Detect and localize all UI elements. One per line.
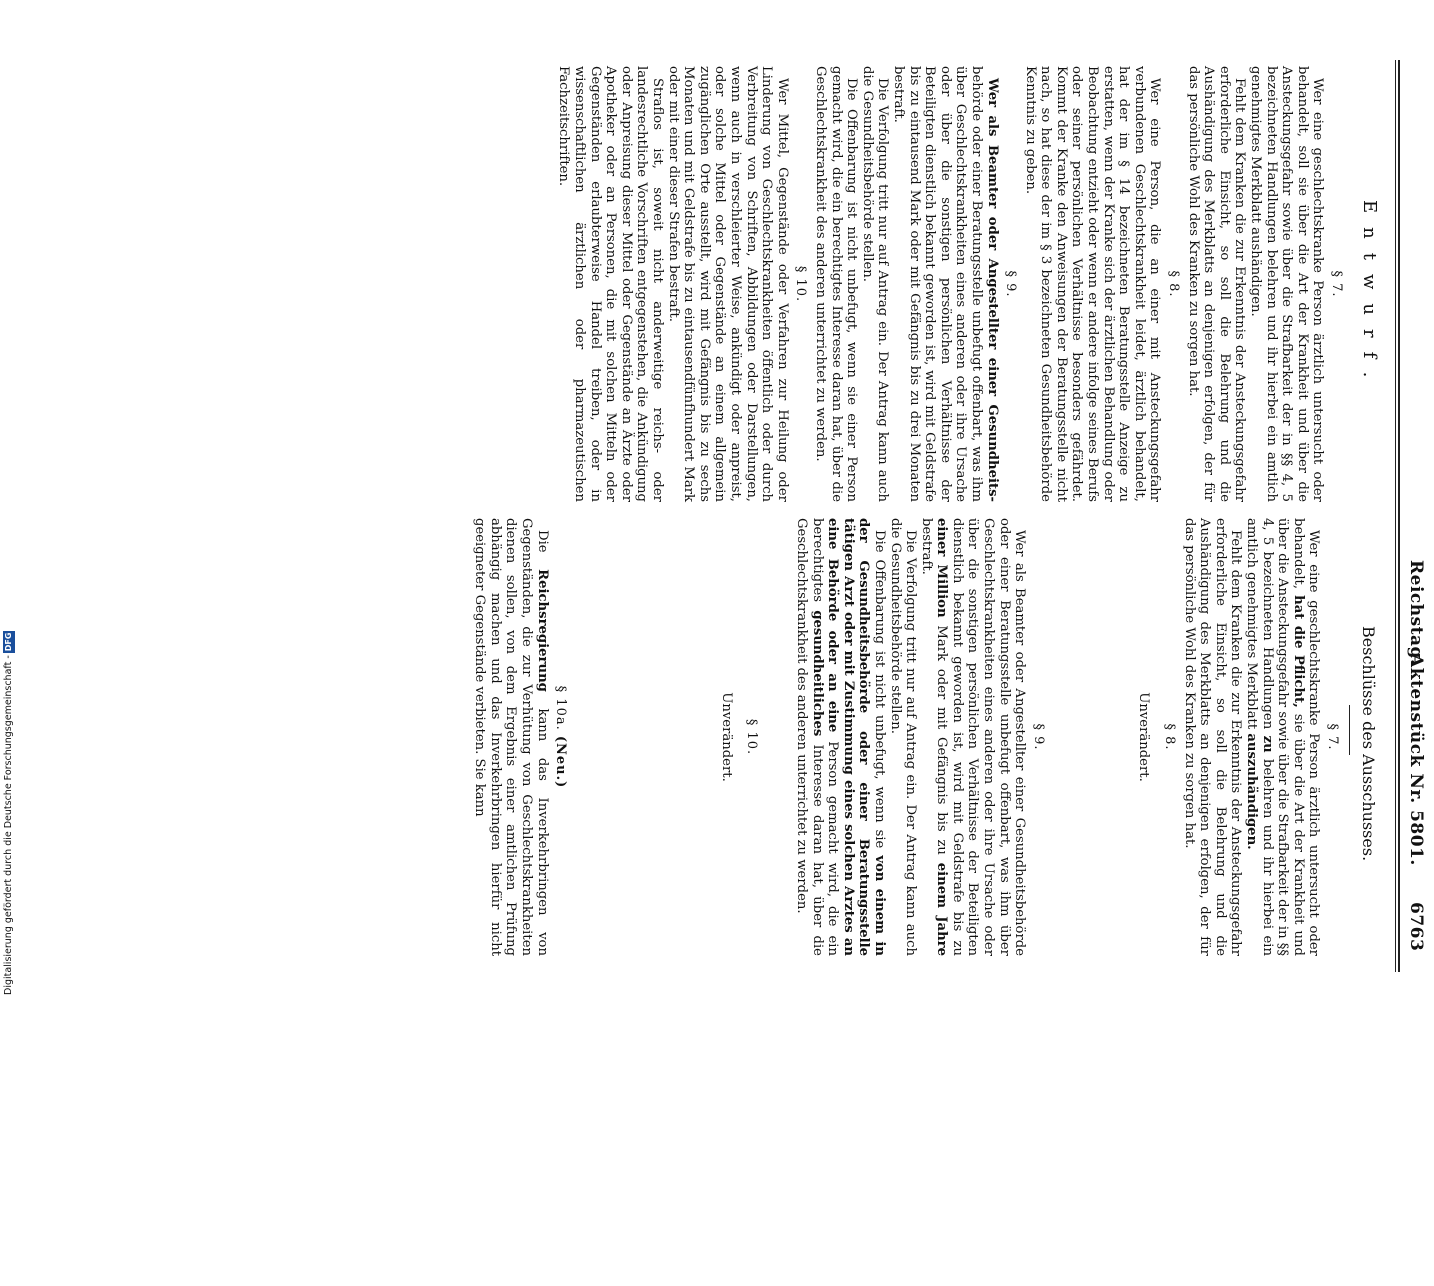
page-number: 6763 xyxy=(1406,902,1426,952)
left-s9-p1-rest: behörde oder einer Beratungsstelle unbefugt offenbart, was ihm über Geschlechtskrankheiten eines anderen oder ihre Ursache oder über die sonstigen persönlichen Verhältnisse der Beteiligten dienstlich bekannt geworden ist, wird mit Geldstrafe bis zu eintausend Mark oder mit Gefängnis bis zu drei Monaten bestraft. xyxy=(890,66,984,502)
right-s7-p1-b: sie über die Art der Krankheit und über die Ansteckungsgefahr sowie über die Strafbarkeit der in §§ 4, 5 bezeichneten Handlungen xyxy=(1259,518,1306,956)
right-s9-p1-b: Mark oder mit Gefängnis bis zu xyxy=(934,625,950,855)
right-s9-p3-bold: von einem in der Gesundheitsbehörde oder einer Beratungsstelle tätigen Arzt oder mit Zustimmung eines solchen Arztes an eine Behörde oder an eine xyxy=(825,518,887,956)
left-s9-heading: § 9. xyxy=(1003,270,1019,298)
right-s7-p1 xyxy=(1243,518,1321,956)
right-s9-p3-a: Die Offenbarung ist nicht unbefugt, wenn sie xyxy=(871,530,887,849)
right-s10a-p1 xyxy=(472,518,550,956)
right-s9-p1-a: Wer als Beamter oder Angestellter einer Gesundheitsbehörde oder einer Beratungsstelle unbefugt offenbart, was ihm über Geschlechtskrankheiten eines anderen oder ihre Ursache oder über die sonstigen persönlichen Verhältnisse der Beteiligten dienstlich bekannt geworden ist, wird mit Geldstrafe bis zu xyxy=(949,518,1028,956)
right-s9-p1-bold2: einem Jahre xyxy=(934,862,950,956)
right-s10a-heading-new: (Neu.) xyxy=(553,735,569,789)
right-s9-heading: § 9. xyxy=(1030,723,1046,751)
left-s9-p1-bold: Wer als Beamter oder Angestellter einer Gesundheits- xyxy=(984,78,1000,502)
digitization-credit-text xyxy=(0,605,18,995)
right-s10-heading: § 10. xyxy=(744,718,760,756)
left-column-title: Entwurf. xyxy=(1359,200,1380,392)
right-s7-p2: Fehlt dem Kranken die zur Erkenntnis der Ansteckungsgefahr erforderliche Einsicht, so soll die Belehrung und die Aushändigung des Merkblatts an denjenigen erfolgen, der für das persönliche Wohl des Kranken zu sorgen hat. xyxy=(1181,518,1244,956)
right-s10a-p1-bold: Reichsregierung xyxy=(534,569,550,692)
right-column xyxy=(456,518,1344,956)
header-left: Reichstag. xyxy=(1406,560,1426,666)
left-s7-p1: Wer eine geschlechtskranke Person ärztlich untersucht oder behandelt, soll sie über die Art der Krankheit und über die Ansteckungsgefahr sowie über die Strafbarkeit der in §§ 4, 5 bezeichneten Handlungen belehren und ihr hierbei ein amtlich genehmigtes Merkblatt aushändigen. xyxy=(1248,66,1326,502)
right-s8-heading: § 8. xyxy=(1162,723,1178,751)
credit-text: Digitalisierung gefördert durch die Deutsche Forschungsgemeinschaft - xyxy=(3,655,14,995)
left-s9-p2: Die Verfolgung tritt nur auf Antrag ein. Der Antrag kann auch die Gesundheitsbehörde stellen. xyxy=(859,66,891,502)
right-s7-p1-c: belehren und ihr hierbei ein amtlich genehmigtes Merkblatt xyxy=(1244,518,1275,956)
right-title-rule xyxy=(1349,705,1350,755)
header-center: Aktenstück Nr. 5801. xyxy=(1406,654,1426,866)
right-s7-p1-bold2: zu xyxy=(1259,735,1275,753)
right-column-title: Beschlüsse des Ausschusses. xyxy=(1359,626,1378,862)
right-s7-heading: § 7. xyxy=(1325,723,1340,751)
left-s8-p1: Wer eine Person, die an einer mit Ansteckungsgefahr verbundenen Geschlechtskrankheit leidet, ärztlich behandelt, hat der im § 14 bezeichneten Beratungsstelle Anzeige zu erstatten, wenn der Kranke sich der ärztlichen Behandlung oder Beobachtung entzieht oder wenn er andere infolge seines Berufs oder seiner persönlichen Verhältnisse besonders gefährdet. Kommt der Kranke den Anweisungen der Beratungsstelle nicht nach, so hat diese der im § 3 bezeichneten Gesundheitsbehörde Kenntnis zu geben. xyxy=(1022,66,1163,502)
right-s9-p2: Die Verfolgung tritt nur auf Antrag ein. Der Antrag kann auch die Gesundheitsbehörde stellen. xyxy=(887,518,919,956)
left-s9-p3: Die Offenbarung ist nicht unbefugt, wenn sie einer Person gemacht wird, die ein berechtigtes Interesse daran hat, über die Geschlechtskrankheit des anderen unterrichtet zu werden. xyxy=(813,66,860,502)
right-s7-p1-a: Wer eine geschlechtskranke Person ärztlich untersucht oder behandelt, xyxy=(1290,518,1322,956)
right-s10a-p1-b: kann das Inverkehrbringen von Gegenständen, die zur Verhütung von Geschlechtskrankheiten dienen sollen, von dem Ergebnis einer amtlichen Prüfung abhängig machen und das Inverkehrbringen hierfür nicht geeigneter Gegenstände verbieten. Sie kann xyxy=(472,518,550,956)
left-s7-heading: § 7. xyxy=(1329,270,1344,298)
right-s7-p1-bold1: hat die Pflicht, xyxy=(1290,595,1306,708)
dfg-logo: DFG xyxy=(4,632,13,652)
right-s9-p1-c: bestraft. xyxy=(918,518,934,575)
header-rule-bottom xyxy=(1395,60,1396,972)
right-s8-unchanged: Unverändert. xyxy=(1136,692,1152,782)
left-s10-p2: Straflos ist, soweit nicht anderweitige reichs- oder landesrechtliche Vorschriften entgegenstehen, die Ankündigung oder Anpreisung dieser Mittel oder Gegenstände an Ärzte oder Apotheker oder an Personen, die mit solchen Mitteln oder Gegenständen erlaubterweise Handel treiben, oder in wissenschaftlichen ärztlichen oder pharmazeutischen Fachzeitschriften. xyxy=(556,66,666,502)
right-s10-unchanged: Unverändert. xyxy=(718,692,734,782)
right-s9-p3-b: Person gemacht wird, die ein berechtigtes xyxy=(809,518,841,956)
header-rule-top xyxy=(1398,60,1400,972)
left-s10-heading: § 10. xyxy=(793,265,809,303)
right-s10a-p1-a: Die xyxy=(534,530,550,553)
right-s9-p3 xyxy=(793,518,887,956)
left-s8-heading: § 8. xyxy=(1166,270,1182,298)
right-s10a-heading xyxy=(553,518,569,956)
right-s9-p3-c: Interesse daran hat, über die Geschlechtskrankheit des anderen unterrichtet zu werden. xyxy=(793,518,825,956)
left-column xyxy=(556,66,1348,502)
left-s9-p1 xyxy=(890,66,999,502)
left-s10-p1: Wer Mittel, Gegenstände oder Verfahren zur Heilung oder Linderung von Geschlechtskrankheiten öffentlich oder durch Verbreitung von Schriften, Abbildungen oder Darstellungen, wenn auch in verschleierter Weise, ankündigt oder anpreist, oder solche Mittel oder Gegenstände an einem allgemein zugänglichen Orte ausstellt, wird mit Gefängnis bis zu sechs Monaten und mit Geldstrafe bis zu eintausendfünfhundert Mark oder mit einer dieser Strafen bestraft. xyxy=(665,66,790,502)
right-s9-p1 xyxy=(918,518,1027,956)
right-s9-p1-bold1: einer Million xyxy=(934,518,950,618)
right-s9-p3-bold2: gesundheitliches xyxy=(809,610,825,737)
right-s7-p1-bold3: auszuhändigen. xyxy=(1244,733,1260,850)
right-s10a-heading-num: § 10a. xyxy=(553,685,569,731)
left-s7-p2: Fehlt dem Kranken die zur Erkenntnis der Ansteckungsgefahr erforderliche Einsicht, so soll die Belehrung und die Aushändigung des Merkblatts an denjenigen erfolgen, der für das persönliche Wohl des Kranken zu sorgen hat. xyxy=(1185,66,1248,502)
digitization-credit xyxy=(0,605,18,995)
